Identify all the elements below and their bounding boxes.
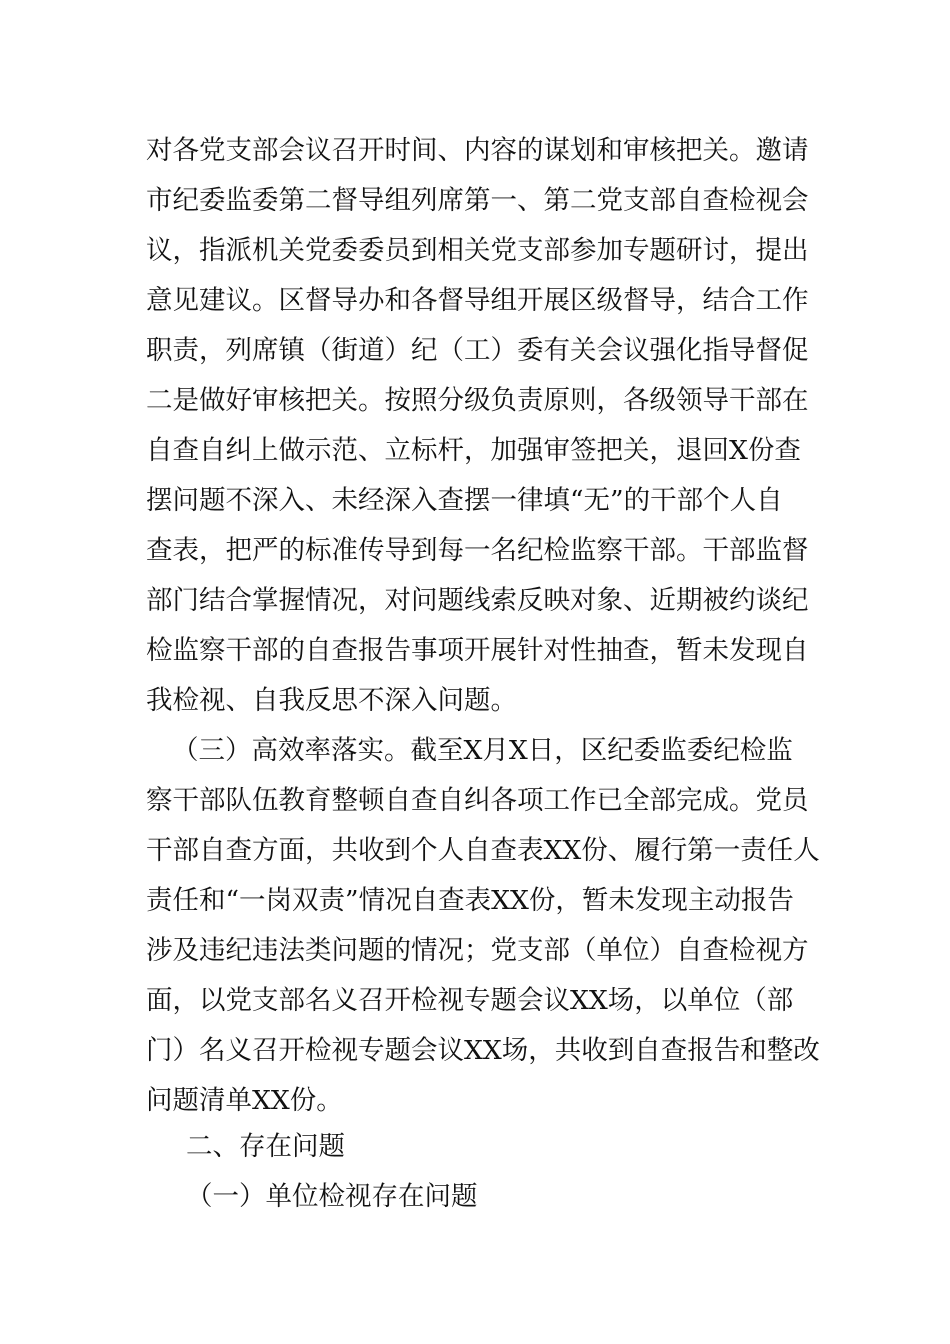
text-line: 责任和“一岗双责”情况自查表XX份，暂未发现主动报告 xyxy=(146,885,794,916)
text-line: 意见建议。区督导办和各督导组开展区级督导，结合工作 xyxy=(146,285,809,316)
text-line: 干部自查方面，共收到个人自查表XX份、履行第一责任人 xyxy=(146,835,820,866)
text-line: 部门结合掌握情况，对问题线索反映对象、近期被约谈纪 xyxy=(146,585,809,616)
text-line: 职责，列席镇（街道）纪（工）委有关会议强化指导督促 xyxy=(146,335,809,366)
text-line: 议，指派机关党委委员到相关党支部参加专题研讨，提出 xyxy=(146,235,809,266)
section-heading-2: 二、存在问题 xyxy=(186,1131,345,1162)
text-line: 面，以党支部名义召开检视专题会议XX场，以单位（部 xyxy=(146,985,794,1016)
text-line: 二是做好审核把关。按照分级负责原则，各级领导干部在 xyxy=(146,385,809,416)
text-line: 涉及违纪违法类问题的情况；党支部（单位）自查检视方 xyxy=(146,935,809,966)
text-line: 检监察干部的自查报告事项开展针对性抽查，暂未发现自 xyxy=(146,635,809,666)
text-line: 查表，把严的标准传导到每一名纪检监察干部。干部监督 xyxy=(146,535,809,566)
section-heading-3: （三）高效率落实。截至X月X日，区纪委监委纪检监 xyxy=(172,735,793,766)
text-line: 摆问题不深入、未经深入查摆一律填“无”的干部个人自 xyxy=(146,485,783,516)
text-line: 对各党支部会议召开时间、内容的谋划和审核把关。邀请 xyxy=(146,135,809,166)
text-line: 我检视、自我反思不深入问题。 xyxy=(146,685,517,716)
text-line: 自查自纠上做示范、立标杆，加强审签把关，退回X份查 xyxy=(146,435,801,466)
text-line: 问题清单XX份。 xyxy=(146,1085,343,1116)
subsection-heading-1: （一）单位检视存在问题 xyxy=(186,1181,478,1212)
text-line: 门）名义召开检视专题会议XX场，共收到自查报告和整改 xyxy=(146,1035,820,1066)
text-line: 市纪委监委第二督导组列席第一、第二党支部自查检视会 xyxy=(146,185,809,216)
text-line: 察干部队伍教育整顿自查自纠各项工作已全部完成。党员 xyxy=(146,785,809,816)
